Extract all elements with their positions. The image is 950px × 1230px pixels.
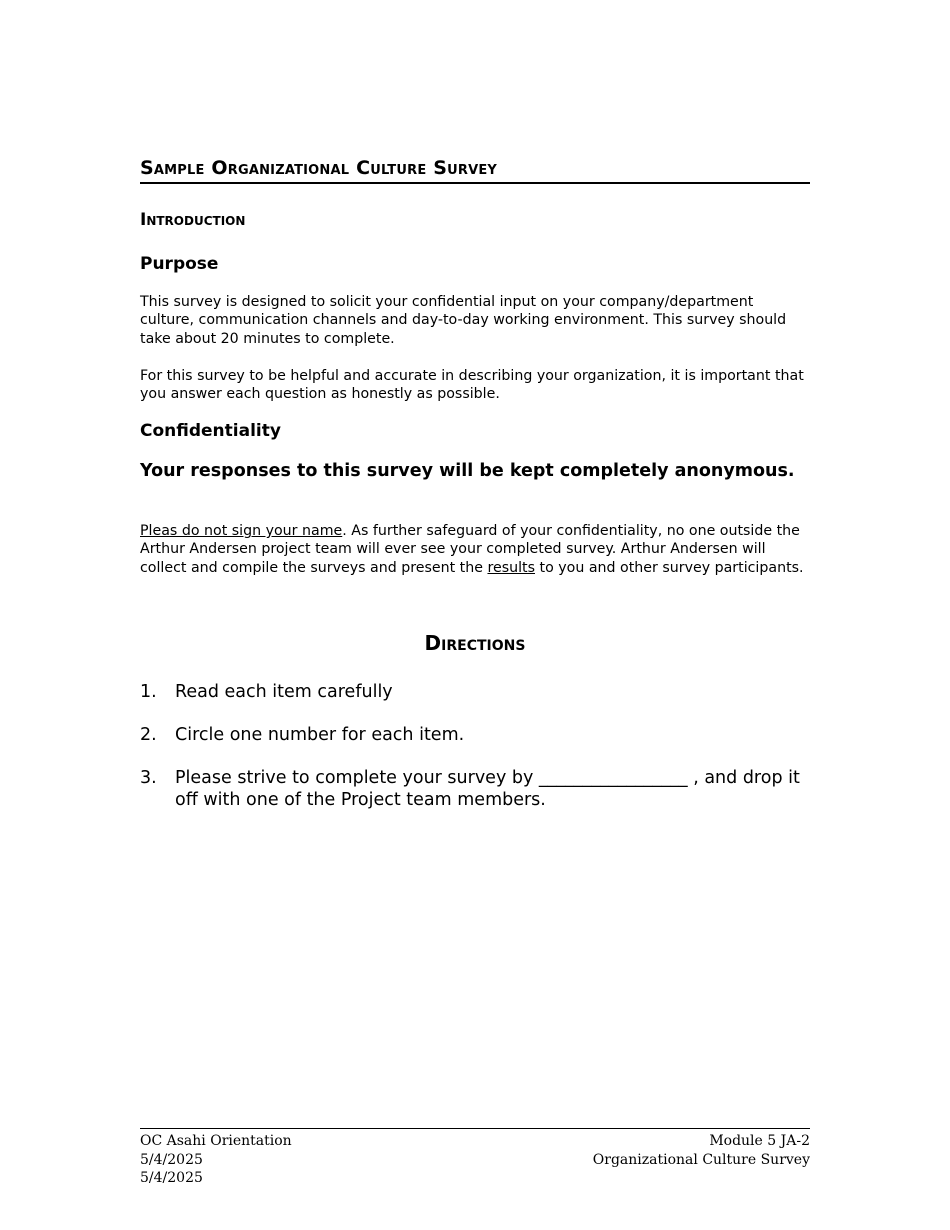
direction-text: Circle one number for each item. — [175, 725, 465, 745]
direction-number: 2. — [140, 725, 157, 745]
footer-left — [140, 1132, 292, 1188]
page-footer — [140, 1128, 810, 1186]
purpose-paragraph-1: This survey is designed to solicit your confidential input on your company/department culture, communication channels and day-to-day working environment. This survey should take about 20 minutes to complete. — [140, 294, 787, 347]
direction-item — [140, 724, 810, 746]
confidentiality-paragraph — [140, 522, 810, 577]
purpose-paragraph-2: For this survey to be helpful and accurate in describing your organization, it is important that you answer each question as honestly as possible. — [140, 368, 804, 403]
footer-right — [593, 1132, 810, 1169]
direction-text: Please strive to complete your survey by _________________ , and drop it off with one of the Project team members. — [175, 768, 800, 810]
footer-document-name: Organizational Culture Survey — [592, 1151, 810, 1168]
no-signature-note: Pleas do not sign your name — [140, 523, 343, 539]
results-text: results — [487, 559, 535, 576]
confidentiality-statement: Your responses to this survey will be kept completely anonymous. — [140, 461, 795, 481]
purpose-heading: Purpose — [140, 254, 219, 274]
direction-number: 1. — [140, 682, 157, 702]
footer-module: Module 5 JA-2 — [709, 1133, 810, 1149]
direction-item — [140, 681, 810, 703]
confidentiality-text-end: to you and other survey participants. — [535, 559, 804, 576]
confidentiality-text-part: . As further safeguard of your confidentiality, no one outside the Arthur Andersen project team will ever see your completed survey. Arthur Andersen will collect and compile the surveys and present the — [140, 523, 800, 576]
footer-course-name: OC Asahi Orientation — [140, 1133, 292, 1149]
direction-item — [140, 767, 810, 811]
document-title: Sample Organizational Culture Survey — [140, 156, 810, 184]
introduction-heading: Introduction — [140, 210, 246, 230]
confidentiality-heading: Confidentiality — [140, 421, 281, 441]
directions-heading: Directions — [424, 631, 526, 655]
direction-text: Read each item carefully — [175, 682, 393, 702]
footer-date: 5/4/2025 — [140, 1151, 203, 1168]
footer-date: 5/4/2025 — [140, 1170, 203, 1186]
direction-number: 3. — [140, 768, 157, 788]
